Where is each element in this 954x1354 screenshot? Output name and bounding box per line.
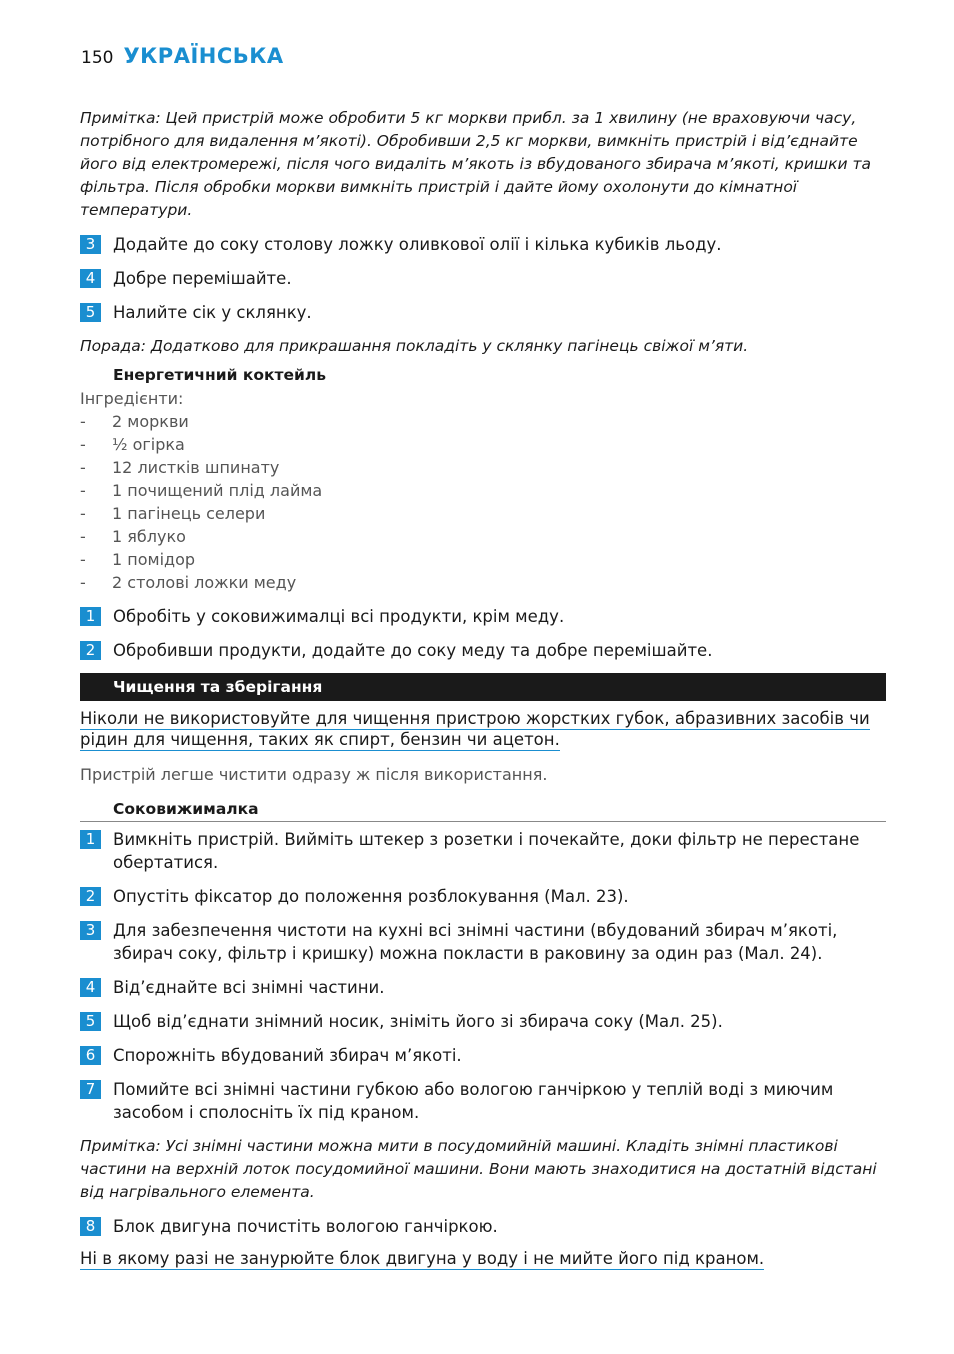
step-number-badge: 5 (80, 1012, 101, 1031)
motor-warning (80, 1249, 886, 1270)
step-text: Опустіть фіксатор до положення розблокування (Мал. 23). (113, 887, 629, 906)
step-item (80, 605, 886, 628)
bullet-dash: - (80, 435, 86, 454)
step-text: Вимкніть пристрій. Вийміть штекер з розетки і почекайте, доки фільтр не перестане обертатися. (113, 830, 860, 872)
bullet-dash: - (80, 504, 86, 523)
step-item (80, 1010, 886, 1033)
list-item (80, 456, 886, 479)
language-title: УКРАЇНСЬКА (123, 44, 284, 68)
ingredient-text: 1 почищений плід лайма (112, 481, 323, 500)
ingredient-text: ½ огірка (112, 435, 185, 454)
step-text: Спорожніть вбудований збирач м’якоті. (113, 1046, 462, 1065)
step-number-badge: 4 (80, 269, 101, 288)
step-number-badge: 3 (80, 921, 101, 940)
warning-line: Ніколи не використовуйте для чищення пристрою жорстких губок, абразивних засобів чи (80, 709, 870, 728)
page-header (81, 44, 284, 68)
step-number-badge: 1 (80, 830, 101, 849)
step-number-badge: 1 (80, 607, 101, 626)
list-item (80, 502, 886, 525)
step-number-badge: 2 (80, 887, 101, 906)
step-item (80, 1215, 886, 1238)
tip-mint: Порада: Додатково для прикрашання покладіть у склянку пагінець свіжої м’яти. (80, 337, 749, 355)
steps-juice-finish (80, 233, 886, 324)
bullet-dash: - (80, 481, 86, 500)
list-item (80, 571, 886, 594)
ingredient-text: 1 помідор (112, 550, 196, 569)
step-text: Від’єднайте всі знімні частини. (113, 978, 385, 997)
subheading-juicer: Соковижималка (80, 798, 886, 822)
list-item (80, 548, 886, 571)
ingredient-text: 1 пагінець селери (112, 504, 266, 523)
step-item (80, 267, 886, 290)
step-item (80, 233, 886, 256)
step-number-badge: 8 (80, 1217, 101, 1236)
ingredients-label: Інгредієнти: (80, 389, 184, 408)
step-number-badge: 5 (80, 303, 101, 322)
step-text: Обробіть у соковижималці всі продукти, крім меду. (113, 607, 565, 626)
ingredients-list (80, 410, 886, 594)
step-item (80, 976, 886, 999)
step-item (80, 301, 886, 324)
ingredient-text: 12 листків шпинату (112, 458, 280, 477)
ingredient-text: 2 моркви (112, 412, 189, 431)
steps-cleaning (80, 828, 886, 1124)
step-item (80, 828, 886, 874)
ingredient-text: 1 яблуко (112, 527, 186, 546)
step-number-badge: 2 (80, 641, 101, 660)
warning-line: Ні в якому разі не занурюйте блок двигуна у воду і не мийте його під краном. (80, 1249, 765, 1268)
page-number: 150 (81, 48, 114, 68)
step-text: Блок двигуна почистіть вологою ганчіркою. (113, 1217, 498, 1236)
cleaning-info: Пристрій легше чистити одразу ж після використання. (80, 765, 548, 784)
step-text: Щоб від’єднати знімний носик, зніміть його зі збирача соку (Мал. 25). (113, 1012, 723, 1031)
list-item (80, 433, 886, 456)
step-text: Обробивши продукти, додайте до соку меду та добре перемішайте. (113, 641, 713, 660)
step-text: Помийте всі знімні частини губкою або вологою ганчіркою у теплій воді з миючим засобом і сполосніть їх під краном. (113, 1080, 834, 1122)
step-number-badge: 6 (80, 1046, 101, 1065)
step-number-badge: 4 (80, 978, 101, 997)
list-item (80, 410, 886, 433)
bullet-dash: - (80, 550, 86, 569)
step-item (80, 1044, 886, 1067)
step-text: Для забезпечення чистоти на кухні всі знімні частини (вбудований збирач м’якоті, збирач соку, фільтр і кришку) можна покласти в раковину за один раз (Мал. 24). (113, 921, 838, 963)
step-number-badge: 3 (80, 235, 101, 254)
step-text: Додайте до соку столову ложку оливкової олії і кілька кубиків льоду. (113, 235, 722, 254)
step-item (80, 919, 886, 965)
list-item (80, 525, 886, 548)
step-number-badge: 7 (80, 1080, 101, 1099)
note-carrot-capacity: Примітка: Цей пристрій може обробити 5 кг моркви прибл. за 1 хвилину (не враховуючи часу, потрібного для видалення м’якоті). Обробивши 2,5 кг моркви, вимкніть пристрій і від’єднайте його від електромережі, після чого видаліть м’якоть із вбудованого збирача м’якоті, кришки та фільтра. Після обробки моркви вимкніть пристрій і дайте йому охолонути до кімнатної температури. (80, 109, 872, 219)
cleaning-warning (80, 709, 886, 751)
step-text: Добре перемішайте. (113, 269, 292, 288)
bullet-dash: - (80, 527, 86, 546)
bullet-dash: - (80, 458, 86, 477)
ingredient-text: 2 столові ложки меду (112, 573, 297, 592)
page-content (80, 107, 886, 1282)
step-item (80, 1078, 886, 1124)
step-item (80, 639, 886, 662)
step-item (80, 885, 886, 908)
warning-line: рідин для чищення, таких як спирт, бензин чи ацетон. (80, 730, 560, 749)
note-dishwasher: Примітка: Усі знімні частини можна мити в посудомийній машині. Кладіть знімні пластикові частини на верхній лоток посудомийної машини. Вони мають знаходитися на достатній відстані від нагрівального елемента. (80, 1137, 877, 1201)
recipe-title: Енергетичний коктейль (113, 366, 327, 384)
section-heading-cleaning: Чищення та зберігання (80, 673, 886, 701)
steps-recipe (80, 605, 886, 662)
bullet-dash: - (80, 573, 86, 592)
step-text: Налийте сік у склянку. (113, 303, 312, 322)
list-item (80, 479, 886, 502)
bullet-dash: - (80, 412, 86, 431)
